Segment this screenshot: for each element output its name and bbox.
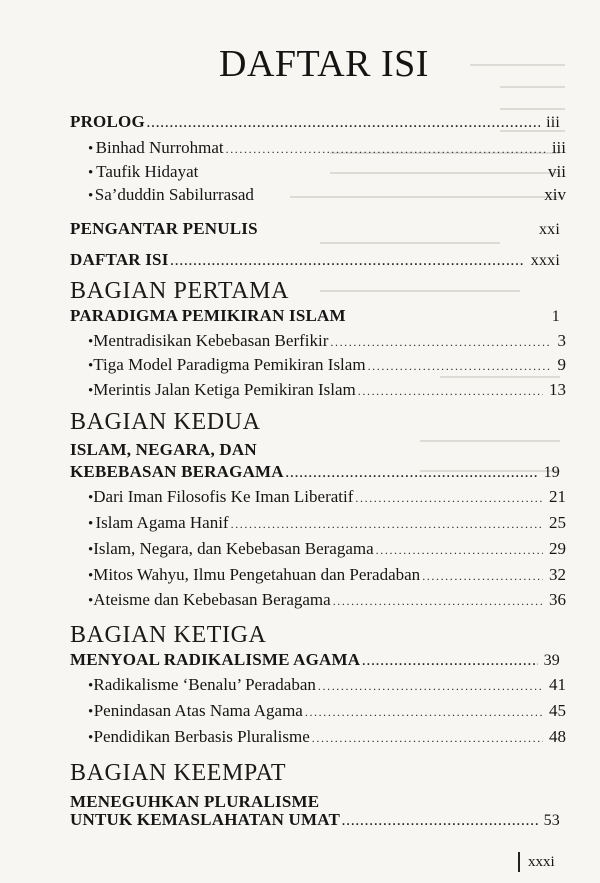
section-title-bagian-pertama: BAGIAN PERTAMA	[70, 278, 290, 304]
bullet-icon: •	[88, 334, 94, 350]
toc-subentry[interactable]: • Islam Agama Hanif ..... 25	[88, 513, 566, 533]
toc-entry-radikalisme[interactable]: MENYOAL RADIKALISME AGAMA ..... 39	[70, 650, 560, 670]
toc-subentry[interactable]: • Merintis Jalan Ketiga Pemikiran Islam ..... 13	[88, 380, 566, 400]
toc-subentry[interactable]: • Dari Iman Filosofis Ke Iman Liberatif ..... 21	[88, 487, 566, 507]
toc-subentry[interactable]: • Mentradisikan Kebebasan Berfikir ..... 3	[88, 331, 566, 351]
bullet-icon: •	[88, 730, 94, 746]
bullet-icon: •	[88, 516, 94, 532]
toc-entry-kebebasan[interactable]: KEBEBASAN BERAGAMA ..... 19	[70, 462, 560, 482]
toc-heading-line: MENEGUHKAN PLURALISME	[70, 792, 320, 811]
toc-entry-daftar-isi[interactable]: DAFTAR ISI ..... xxxi	[70, 250, 560, 270]
toc-subentry[interactable]: • Penindasan Atas Nama Agama ..... 45	[88, 701, 566, 721]
section-title-bagian-kedua: BAGIAN KEDUA	[70, 409, 261, 435]
bullet-icon: •	[88, 678, 94, 694]
toc-subentry[interactable]: • Pendidikan Berbasis Pluralisme ..... 48	[88, 727, 566, 747]
toc-subentry[interactable]: • Taufik Hidayat vii	[88, 162, 566, 181]
section-title-bagian-ketiga: BAGIAN KETIGA	[70, 622, 267, 648]
bullet-icon: •	[88, 593, 94, 609]
bullet-icon: •	[88, 542, 94, 558]
bullet-icon: •	[88, 490, 94, 506]
toc-entry-paradigma[interactable]: PARADIGMA PEMIKIRAN ISLAM 1	[70, 306, 560, 325]
bullet-icon: •	[88, 358, 94, 374]
toc-entry-pengantar[interactable]: PENGANTAR PENULIS xxi	[70, 219, 560, 238]
toc-entry-prolog[interactable]: PROLOG ..... iii	[70, 112, 560, 132]
toc-subentry[interactable]: • Radikalisme ‘Benalu’ Peradaban ..... 41	[88, 675, 566, 695]
toc-subentry[interactable]: • Mitos Wahyu, Ilmu Pengetahuan dan Peradaban ..... 32	[88, 565, 566, 585]
toc-subentry[interactable]: • Islam, Negara, dan Kebebasan Beragama ..... 29	[88, 539, 566, 559]
bullet-icon: •	[88, 568, 94, 584]
bullet-icon: •	[88, 141, 94, 157]
bullet-icon: •	[88, 165, 94, 181]
toc-subentry[interactable]: • Sa’duddin Sabilurrasad xiv	[88, 185, 566, 204]
section-title-bagian-keempat: BAGIAN KEEMPAT	[70, 760, 287, 786]
toc-subentry[interactable]: • Tiga Model Paradigma Pemikiran Islam ..... 9	[88, 355, 566, 375]
page-title: DAFTAR ISI	[219, 43, 429, 85]
bullet-icon: •	[88, 704, 94, 720]
toc-entry-pluralisme[interactable]: UNTUK KEMASLAHATAN UMAT ..... 53	[70, 810, 560, 830]
toc-heading-line: ISLAM, NEGARA, DAN	[70, 440, 257, 459]
bullet-icon: •	[88, 188, 94, 204]
page-number: xxxi	[518, 852, 555, 872]
toc-subentry[interactable]: • Ateisme dan Kebebasan Beragama ..... 36	[88, 590, 566, 610]
bullet-icon: •	[88, 383, 94, 399]
toc-subentry[interactable]: • Binhad Nurrohmat ..... iii	[88, 138, 566, 158]
